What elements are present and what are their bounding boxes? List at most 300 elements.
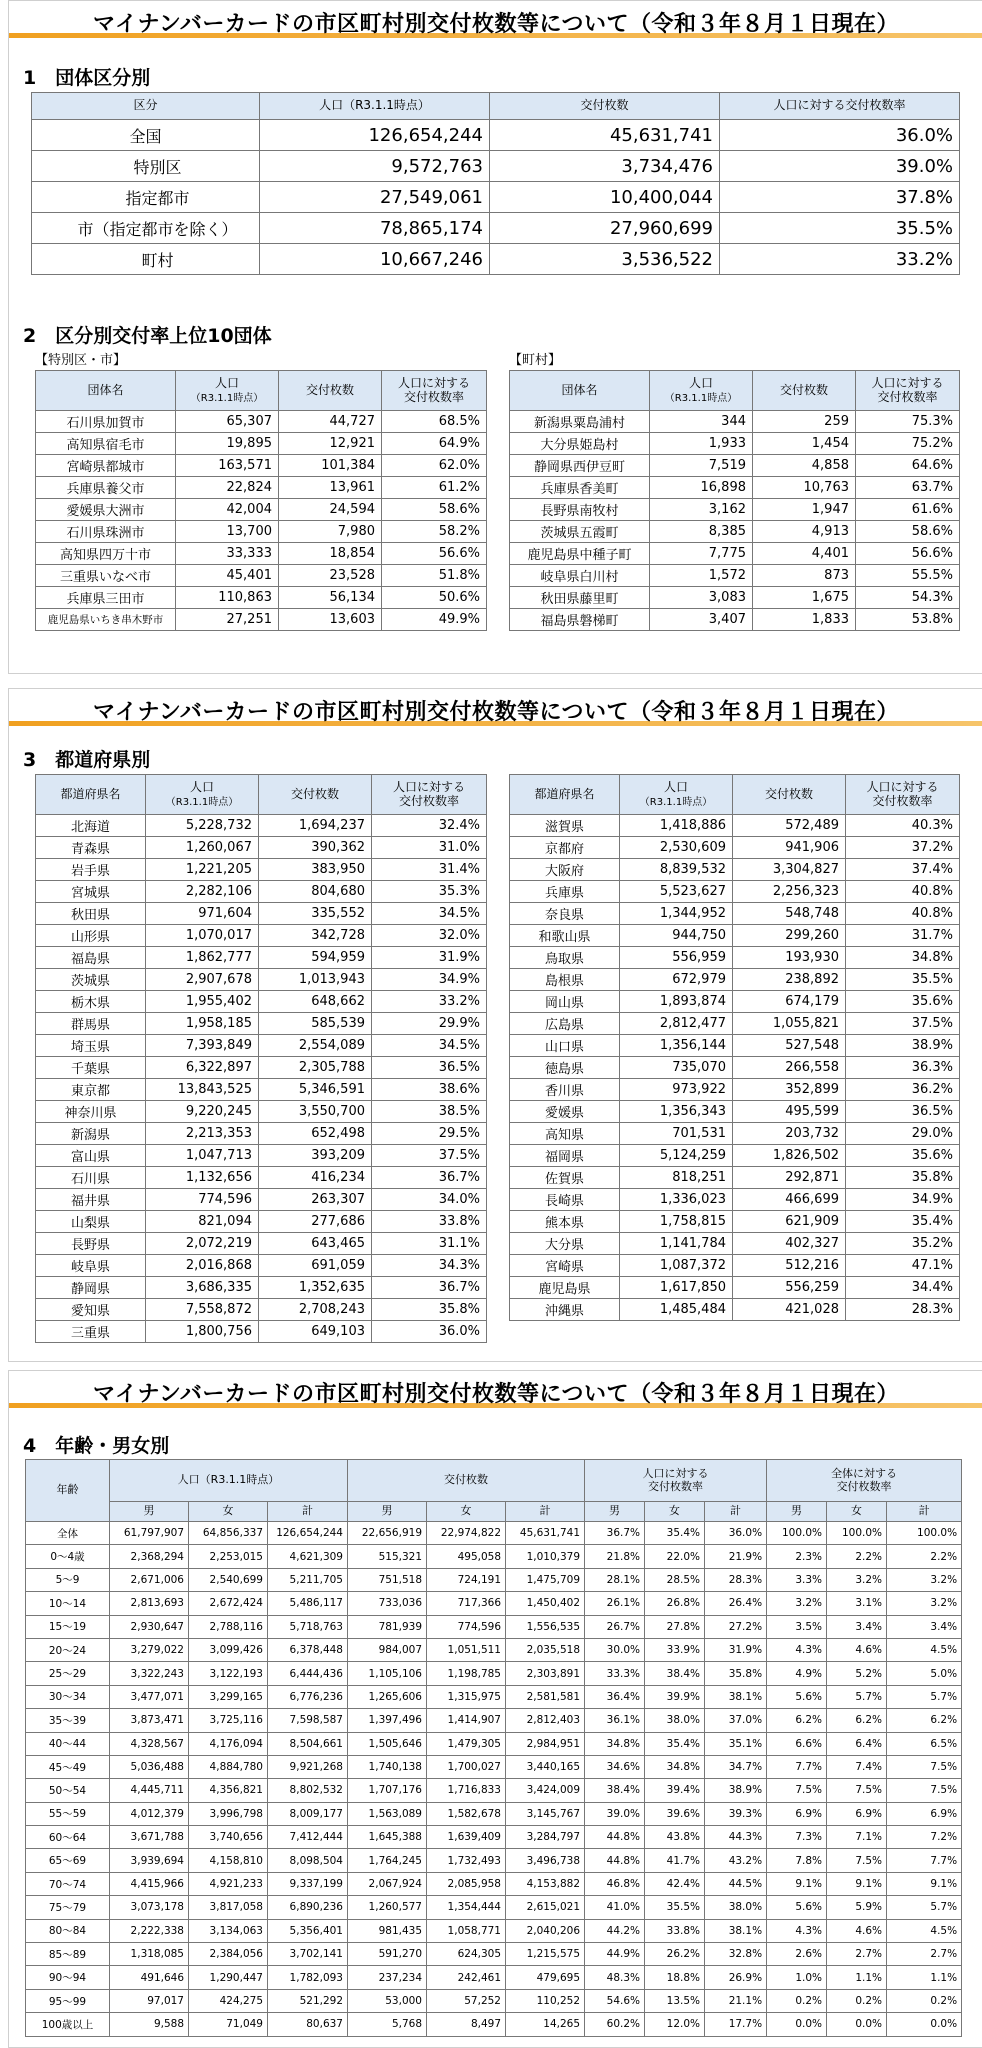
value-cell: 35.8% [846, 1167, 960, 1189]
value-cell: 3,873,471 [110, 1709, 189, 1732]
value-cell: 38.1% [705, 1685, 767, 1708]
value-cell: 3,122,193 [189, 1662, 268, 1685]
value-cell: 37.0% [705, 1709, 767, 1732]
value-cell: 5.2% [827, 1662, 887, 1685]
value-cell: 37.4% [846, 859, 960, 881]
value-cell: 9,572,763 [260, 151, 490, 182]
age-cell: 85～89 [26, 1943, 110, 1966]
value-cell: 40.8% [846, 903, 960, 925]
value-cell: 2,788,116 [189, 1615, 268, 1638]
table-header-row [32, 93, 960, 120]
value-cell: 26.2% [645, 1943, 705, 1966]
value-cell: 12,921 [279, 433, 382, 455]
value-cell: 1,893,874 [620, 991, 733, 1013]
value-cell: 1,582,678 [427, 1802, 506, 1825]
value-cell: 4.3% [767, 1638, 827, 1661]
value-cell: 51.8% [382, 565, 487, 587]
age-cell: 10～14 [26, 1592, 110, 1615]
value-cell: 7,519 [650, 455, 753, 477]
value-cell: 2,222,338 [110, 1919, 189, 1942]
value-cell: 56.6% [382, 543, 487, 565]
value-cell: 3,725,116 [189, 1709, 268, 1732]
value-cell: 3,304,827 [733, 859, 846, 881]
name-cell: 福島県 [36, 947, 146, 969]
value-cell: 2.7% [827, 1943, 887, 1966]
value-cell: 44.5% [705, 1872, 767, 1895]
value-cell: 393,209 [259, 1145, 372, 1167]
value-cell: 1,132,656 [146, 1167, 259, 1189]
value-cell: 29.0% [846, 1123, 960, 1145]
value-cell: 7,412,444 [268, 1826, 348, 1849]
value-cell: 981,435 [348, 1919, 427, 1942]
value-cell: 4.5% [887, 1638, 962, 1661]
value-cell: 16,898 [650, 477, 753, 499]
value-cell: 1,354,444 [427, 1896, 506, 1919]
value-cell: 1,356,144 [620, 1035, 733, 1057]
header-rate-line1: 人口に対する [866, 779, 939, 794]
value-cell: 21.9% [705, 1545, 767, 1568]
value-cell: 31.0% [372, 837, 487, 859]
value-cell: 2,072,219 [146, 1233, 259, 1255]
value-cell: 259 [753, 411, 856, 433]
column-header-name: 団体名 [36, 371, 176, 411]
value-cell: 26.9% [705, 1966, 767, 1989]
name-cell: 長野県南牧村 [510, 499, 650, 521]
value-cell: 64.6% [856, 455, 960, 477]
table-row [510, 991, 960, 1013]
table-row [36, 543, 487, 565]
value-cell: 31.7% [846, 925, 960, 947]
value-cell: 71,049 [189, 2013, 268, 2036]
table-row [510, 1101, 960, 1123]
table-header-row [510, 775, 960, 815]
name-cell: 東京都 [36, 1079, 146, 1101]
panel-prefectures [8, 688, 982, 1362]
value-cell: 7.5% [827, 1849, 887, 1872]
age-cell: 5～9 [26, 1568, 110, 1591]
name-cell: 高知県宿毛市 [36, 433, 176, 455]
value-cell: 342,728 [259, 925, 372, 947]
value-cell: 5,211,705 [268, 1568, 348, 1591]
name-cell: 岐阜県 [36, 1255, 146, 1277]
value-cell: 495,058 [427, 1545, 506, 1568]
value-cell: 4,884,780 [189, 1755, 268, 1778]
value-cell: 80,637 [268, 2013, 348, 2036]
value-cell: 9,921,268 [268, 1755, 348, 1778]
column-header-female: 女 [827, 1502, 887, 1522]
value-cell: 34.9% [372, 969, 487, 991]
table-by-category [31, 92, 960, 275]
value-cell: 0.2% [827, 1989, 887, 2012]
name-cell: 高知県 [510, 1123, 620, 1145]
value-cell: 9.1% [887, 1872, 962, 1895]
table-row [510, 1145, 960, 1167]
value-cell: 724,191 [427, 1568, 506, 1591]
table-row [26, 1872, 962, 1895]
value-cell: 1,058,771 [427, 1919, 506, 1942]
value-cell: 572,489 [733, 815, 846, 837]
value-cell: 1,318,085 [110, 1943, 189, 1966]
value-cell: 3,817,058 [189, 1896, 268, 1919]
value-cell: 402,327 [733, 1233, 846, 1255]
value-cell: 75.3% [856, 411, 960, 433]
table-header-row [36, 775, 487, 815]
value-cell: 4.6% [827, 1638, 887, 1661]
value-cell: 3,734,476 [490, 151, 720, 182]
table-row [26, 1638, 962, 1661]
name-cell: 秋田県 [36, 903, 146, 925]
value-cell: 4.5% [887, 1919, 962, 1942]
value-cell: 27,960,699 [490, 213, 720, 244]
age-cell: 65～69 [26, 1849, 110, 1872]
value-cell: 14,265 [506, 2013, 585, 2036]
table-row [26, 1615, 962, 1638]
value-cell: 7.3% [767, 1826, 827, 1849]
value-cell: 61.2% [382, 477, 487, 499]
name-cell: 鹿児島県いちき串木野市 [36, 609, 176, 631]
value-cell: 9.1% [767, 1872, 827, 1895]
value-cell: 56,134 [279, 587, 382, 609]
column-header-total: 計 [506, 1502, 585, 1522]
value-cell: 7.5% [827, 1779, 887, 1802]
value-cell: 4,012,379 [110, 1802, 189, 1825]
column-header-rate [585, 1460, 767, 1502]
value-cell: 1,955,402 [146, 991, 259, 1013]
value-cell: 2.2% [887, 1545, 962, 1568]
table-row [32, 213, 960, 244]
value-cell: 2,708,243 [259, 1299, 372, 1321]
value-cell: 0.2% [767, 1989, 827, 2012]
value-cell: 774,596 [146, 1189, 259, 1211]
table-row [26, 1545, 962, 1568]
value-cell: 2,253,015 [189, 1545, 268, 1568]
value-cell: 9,220,245 [146, 1101, 259, 1123]
value-cell: 35.5% [645, 1896, 705, 1919]
value-cell: 944,750 [620, 925, 733, 947]
value-cell: 5,346,591 [259, 1079, 372, 1101]
value-cell: 6.6% [767, 1732, 827, 1755]
name-cell: 群馬県 [36, 1013, 146, 1035]
value-cell: 1,958,185 [146, 1013, 259, 1035]
value-cell: 3,702,141 [268, 1943, 348, 1966]
value-cell: 2,085,958 [427, 1872, 506, 1895]
value-cell: 2,540,699 [189, 1568, 268, 1591]
table-row [26, 1568, 962, 1591]
name-cell: 高知県四万十市 [36, 543, 176, 565]
value-cell: 1,639,409 [427, 1826, 506, 1849]
value-cell: 7.7% [887, 1849, 962, 1872]
value-cell: 3.2% [887, 1592, 962, 1615]
value-cell: 1,356,343 [620, 1101, 733, 1123]
column-header-age: 年齢 [26, 1460, 110, 1522]
value-cell: 1,716,833 [427, 1779, 506, 1802]
value-cell: 61.6% [856, 499, 960, 521]
value-cell: 10,400,044 [490, 182, 720, 213]
column-header-name: 都道府県名 [510, 775, 620, 815]
table-row [36, 1255, 487, 1277]
column-header-male: 男 [110, 1502, 189, 1522]
table-row [36, 1123, 487, 1145]
table-row [510, 411, 960, 433]
value-cell: 527,548 [733, 1035, 846, 1057]
table-row [32, 120, 960, 151]
value-cell: 2,530,609 [620, 837, 733, 859]
value-cell: 1,475,709 [506, 1568, 585, 1591]
page-title-2: マイナンバーカードの市区町村別交付枚数等について（令和３年８月１日現在） [92, 700, 900, 725]
value-cell: 1,862,777 [146, 947, 259, 969]
column-header-population [176, 371, 279, 411]
value-cell: 751,518 [348, 1568, 427, 1591]
value-cell: 34.5% [372, 903, 487, 925]
value-cell: 648,662 [259, 991, 372, 1013]
header-rate-line2: 交付枚数率 [398, 793, 459, 808]
name-cell: 愛媛県大洲市 [36, 499, 176, 521]
value-cell: 5,036,488 [110, 1755, 189, 1778]
value-cell: 8,839,532 [620, 859, 733, 881]
value-cell: 804,680 [259, 881, 372, 903]
age-cell: 45～49 [26, 1755, 110, 1778]
value-cell: 21.1% [705, 1989, 767, 2012]
value-cell: 44,727 [279, 411, 382, 433]
category-cell: 町村 [32, 244, 260, 275]
value-cell: 58.6% [382, 499, 487, 521]
value-cell: 56.6% [856, 543, 960, 565]
value-cell: 5,718,763 [268, 1615, 348, 1638]
table-row [510, 1189, 960, 1211]
value-cell: 34.7% [705, 1755, 767, 1778]
table-row [510, 587, 960, 609]
value-cell: 18.8% [645, 1966, 705, 1989]
value-cell: 3,440,165 [506, 1755, 585, 1778]
name-cell: 愛媛県 [510, 1101, 620, 1123]
value-cell: 26.8% [645, 1592, 705, 1615]
value-cell: 2,615,021 [506, 1896, 585, 1919]
name-cell: 秋田県藤里町 [510, 587, 650, 609]
value-cell: 10,763 [753, 477, 856, 499]
value-cell: 1,290,447 [189, 1966, 268, 1989]
value-cell: 97,017 [110, 1989, 189, 2012]
value-cell: 512,216 [733, 1255, 846, 1277]
value-cell: 22,824 [176, 477, 279, 499]
value-cell: 9.1% [827, 1872, 887, 1895]
value-cell: 78,865,174 [260, 213, 490, 244]
value-cell: 37.8% [720, 182, 960, 213]
value-cell: 6.9% [767, 1802, 827, 1825]
value-cell: 35.6% [846, 1145, 960, 1167]
column-header-cards: 交付枚数 [259, 775, 372, 815]
value-cell: 2.3% [767, 1545, 827, 1568]
name-cell: 茨城県五霞町 [510, 521, 650, 543]
table-row [36, 1233, 487, 1255]
value-cell: 8,504,661 [268, 1732, 348, 1755]
age-cell: 20～24 [26, 1638, 110, 1661]
table-row [26, 1522, 962, 1545]
value-cell: 3,407 [650, 609, 753, 631]
table-row [510, 1277, 960, 1299]
value-cell: 5.6% [767, 1896, 827, 1919]
value-cell: 1,479,305 [427, 1732, 506, 1755]
value-cell: 6.2% [827, 1709, 887, 1732]
table-row [510, 1167, 960, 1189]
table-row [36, 455, 487, 477]
table-row [26, 1732, 962, 1755]
table-row [510, 609, 960, 631]
value-cell: 263,307 [259, 1189, 372, 1211]
name-cell: 千葉県 [36, 1057, 146, 1079]
section-3-heading: 3 都道府県別 [23, 749, 151, 771]
value-cell: 37.2% [846, 837, 960, 859]
value-cell: 75.2% [856, 433, 960, 455]
value-cell: 27.8% [645, 1615, 705, 1638]
value-cell: 3,477,071 [110, 1685, 189, 1708]
table-row [36, 587, 487, 609]
section-2-heading: 2 区分別交付率上位10団体 [23, 325, 272, 347]
value-cell: 39.0% [720, 151, 960, 182]
value-cell: 1,221,205 [146, 859, 259, 881]
value-cell: 35.4% [645, 1732, 705, 1755]
table-row [510, 1211, 960, 1233]
value-cell: 34.4% [846, 1277, 960, 1299]
value-cell: 42.4% [645, 1872, 705, 1895]
value-cell: 2,813,693 [110, 1592, 189, 1615]
value-cell: 7.7% [767, 1755, 827, 1778]
value-cell: 1,315,975 [427, 1685, 506, 1708]
value-cell: 0.2% [887, 1989, 962, 2012]
value-cell: 7.1% [827, 1826, 887, 1849]
value-cell: 1,105,106 [348, 1662, 427, 1685]
table-header-row [36, 371, 487, 411]
table-row [26, 1802, 962, 1825]
value-cell: 1,826,502 [733, 1145, 846, 1167]
column-header-male: 男 [585, 1502, 645, 1522]
value-cell: 33.9% [645, 1638, 705, 1661]
value-cell: 19,895 [176, 433, 279, 455]
table-row [510, 969, 960, 991]
value-cell: 39.4% [645, 1779, 705, 1802]
value-cell: 774,596 [427, 1615, 506, 1638]
table-row [36, 411, 487, 433]
category-cell: 市（指定都市を除く） [32, 213, 260, 244]
value-cell: 31.9% [705, 1638, 767, 1661]
value-cell: 3.5% [767, 1615, 827, 1638]
table-row [510, 1079, 960, 1101]
value-cell: 35.6% [846, 991, 960, 1013]
name-cell: 鳥取県 [510, 947, 620, 969]
value-cell: 5,124,259 [620, 1145, 733, 1167]
value-cell: 7.2% [887, 1826, 962, 1849]
table-row [510, 1299, 960, 1321]
value-cell: 2,368,294 [110, 1545, 189, 1568]
value-cell: 7.5% [887, 1779, 962, 1802]
name-cell: 富山県 [36, 1145, 146, 1167]
name-cell: 山梨県 [36, 1211, 146, 1233]
value-cell: 33.3% [585, 1662, 645, 1685]
value-cell: 1,047,713 [146, 1145, 259, 1167]
value-cell: 7.8% [767, 1849, 827, 1872]
value-cell: 41.0% [585, 1896, 645, 1919]
name-cell: 長野県 [36, 1233, 146, 1255]
value-cell: 1,833 [753, 609, 856, 631]
value-cell: 36.7% [372, 1277, 487, 1299]
value-cell: 2,282,106 [146, 881, 259, 903]
value-cell: 34.8% [585, 1732, 645, 1755]
age-cell: 35～39 [26, 1709, 110, 1732]
value-cell: 591,270 [348, 1943, 427, 1966]
value-cell: 821,094 [146, 1211, 259, 1233]
value-cell: 35.5% [720, 213, 960, 244]
table-row [32, 151, 960, 182]
value-cell: 36.3% [846, 1057, 960, 1079]
value-cell: 3,550,700 [259, 1101, 372, 1123]
value-cell: 1,397,496 [348, 1709, 427, 1732]
value-cell: 36.4% [585, 1685, 645, 1708]
value-cell: 3,996,798 [189, 1802, 268, 1825]
column-header-total: 計 [268, 1502, 348, 1522]
value-cell: 13,700 [176, 521, 279, 543]
value-cell: 421,028 [733, 1299, 846, 1321]
value-cell: 193,930 [733, 947, 846, 969]
value-cell: 65,307 [176, 411, 279, 433]
name-cell: 新潟県 [36, 1123, 146, 1145]
table-row [36, 1167, 487, 1189]
table-row [26, 1826, 962, 1849]
value-cell: 35.1% [705, 1732, 767, 1755]
age-cell: 25～29 [26, 1662, 110, 1685]
name-cell: 兵庫県三田市 [36, 587, 176, 609]
value-cell: 8,385 [650, 521, 753, 543]
name-cell: 三重県いなべ市 [36, 565, 176, 587]
value-cell: 6.9% [827, 1802, 887, 1825]
name-cell: 静岡県 [36, 1277, 146, 1299]
value-cell: 2,256,323 [733, 881, 846, 903]
value-cell: 33.8% [372, 1211, 487, 1233]
age-cell: 90～94 [26, 1966, 110, 1989]
column-header-female: 女 [645, 1502, 705, 1522]
table-row [36, 1101, 487, 1123]
header-rate-line2: 交付枚数率 [877, 389, 938, 404]
table-row [510, 1233, 960, 1255]
name-cell: 青森県 [36, 837, 146, 859]
value-cell: 203,732 [733, 1123, 846, 1145]
value-cell: 3,322,243 [110, 1662, 189, 1685]
value-cell: 717,366 [427, 1592, 506, 1615]
value-cell: 0.0% [767, 2013, 827, 2036]
value-cell: 7,558,872 [146, 1299, 259, 1321]
name-cell: 愛知県 [36, 1299, 146, 1321]
table-header-row [510, 371, 960, 411]
name-cell: 大分県 [510, 1233, 620, 1255]
value-cell: 4.9% [767, 1662, 827, 1685]
value-cell: 33.2% [720, 244, 960, 275]
value-cell: 4,445,711 [110, 1779, 189, 1802]
value-cell: 3,145,767 [506, 1802, 585, 1825]
page-title: マイナンバーカードの市区町村別交付枚数等について（令和３年８月１日現在） [92, 12, 900, 37]
value-cell: 238,892 [733, 969, 846, 991]
value-cell: 1,414,907 [427, 1709, 506, 1732]
value-cell: 58.2% [382, 521, 487, 543]
value-cell: 2,040,206 [506, 1919, 585, 1942]
value-cell: 3,099,426 [189, 1638, 268, 1661]
value-cell: 8,009,177 [268, 1802, 348, 1825]
value-cell: 2,554,089 [259, 1035, 372, 1057]
name-cell: 大阪府 [510, 859, 620, 881]
value-cell: 22,974,822 [427, 1522, 506, 1545]
header-rate-line2: 交付枚数率 [648, 1479, 704, 1493]
table-row [36, 1299, 487, 1321]
value-cell: 1.1% [827, 1966, 887, 1989]
value-cell: 32.0% [372, 925, 487, 947]
name-cell: 埼玉県 [36, 1035, 146, 1057]
